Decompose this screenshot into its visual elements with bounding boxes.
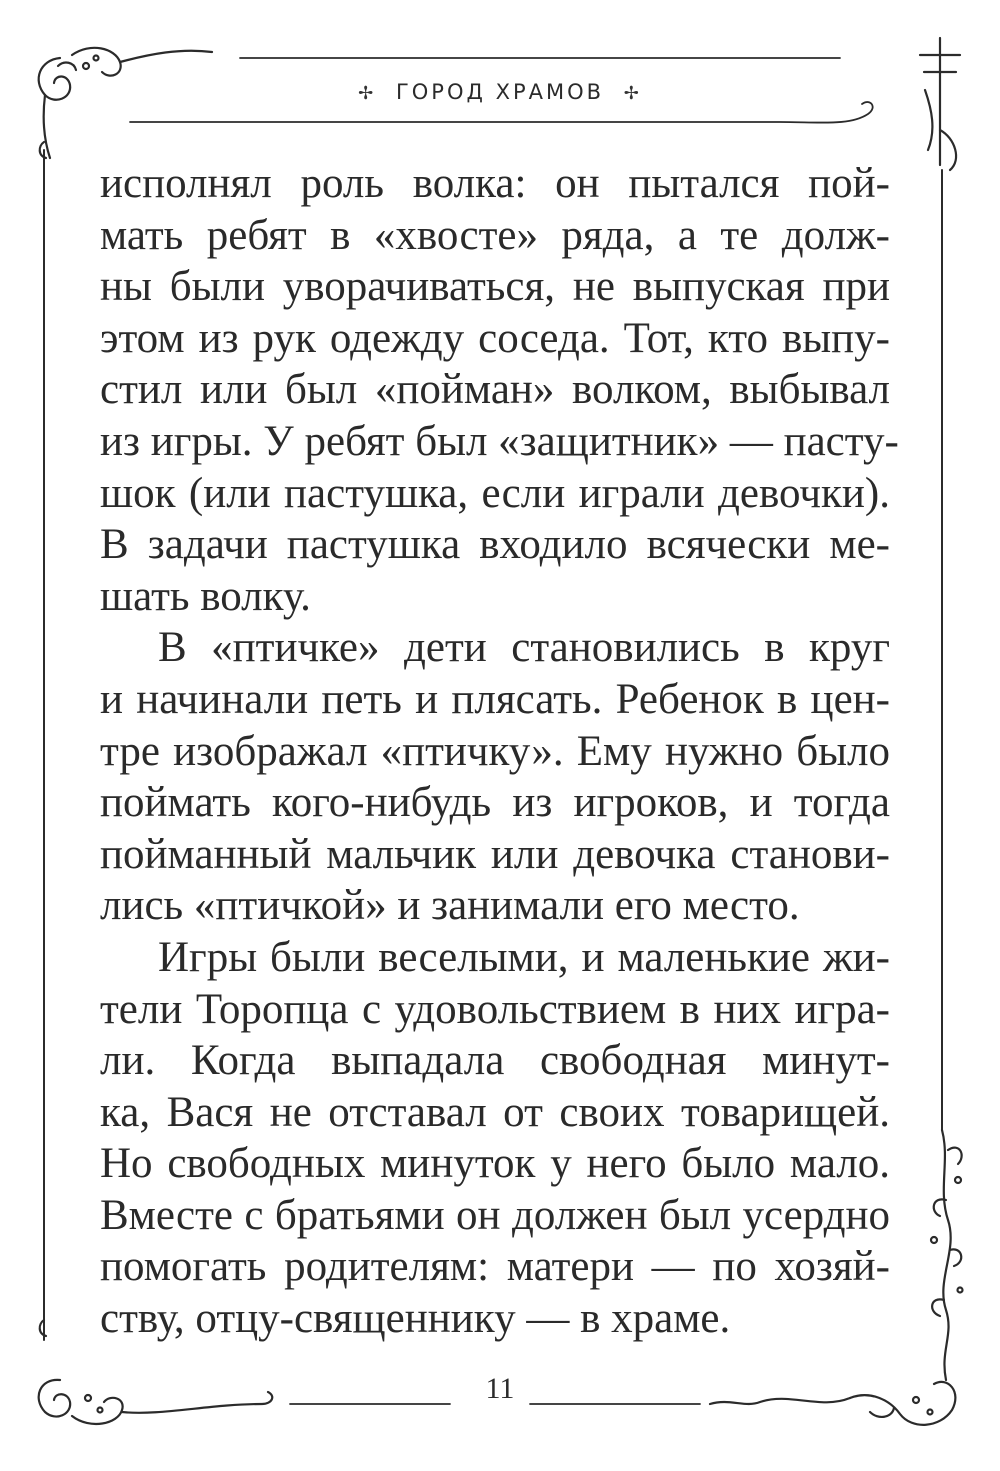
text-line: тели Торопца с удовольствием в них игра- bbox=[100, 985, 890, 1033]
top-rule-lower bbox=[130, 102, 873, 123]
running-head bbox=[0, 80, 1000, 104]
text-line: мать ребят в «хвосте» ряда, а те долж- bbox=[100, 211, 890, 259]
text-line: ка, Вася не отставал от своих товарищей. bbox=[100, 1088, 890, 1136]
text-line: лись «птичкой» и занимали его место. bbox=[100, 882, 800, 930]
text-line: этом из рук одежду соседа. Тот, кто выпу- bbox=[100, 314, 890, 362]
text-line: помогать родителям: матери — по хозяй- bbox=[100, 1243, 890, 1291]
text-line: Игры были веселыми, и маленькие жи- bbox=[158, 933, 890, 981]
text-line: Вместе с братьями он должен был усердно bbox=[100, 1191, 890, 1239]
page-number: 11 bbox=[485, 1372, 515, 1405]
text-line: ны были уворачиваться, не выпуская при bbox=[100, 263, 890, 311]
text-line: В «птичке» дети становились в круг bbox=[158, 624, 890, 672]
right-lower-vine-ornament bbox=[931, 1130, 963, 1380]
text-line: В задачи пастушка входило всячески ме- bbox=[100, 521, 890, 569]
text-line: стил или был «пойман» волком, выбывал bbox=[100, 366, 890, 414]
text-line: поймать кого-нибудь из игроков, и тогда bbox=[100, 779, 890, 827]
text-line: ству, отцу-священнику — в храме. bbox=[100, 1295, 731, 1343]
text-line: тре изображал «птичку». Ему нужно было bbox=[100, 727, 890, 775]
running-head-ornament-left: ✢ bbox=[358, 83, 377, 104]
text-line: из игры. У ребят был «защитник» — пасту- bbox=[100, 417, 899, 465]
body-text bbox=[100, 158, 899, 1345]
text-line: шок (или пастушка, если играли девочки). bbox=[100, 469, 890, 517]
text-line: и начинали петь и плясать. Ребенок в цен- bbox=[100, 675, 890, 723]
text-line: ли. Когда выпадала свободная минут- bbox=[100, 1037, 890, 1085]
text-line: шать волку. bbox=[100, 572, 311, 620]
text-line: Но свободных минуток у него было мало. bbox=[100, 1140, 890, 1188]
text-line: пойманный мальчик или девочка станови- bbox=[100, 830, 890, 878]
left-border-curl-bottom bbox=[40, 1320, 46, 1336]
top-right-cross-ornament bbox=[920, 38, 960, 170]
left-border-curl-top bbox=[40, 142, 46, 158]
running-head-title: ГОРОД ХРАМОВ bbox=[395, 80, 605, 104]
text-line: исполнял роль волка: он пытался пой- bbox=[100, 160, 890, 207]
running-head-ornament-right: ✢ bbox=[623, 83, 642, 104]
